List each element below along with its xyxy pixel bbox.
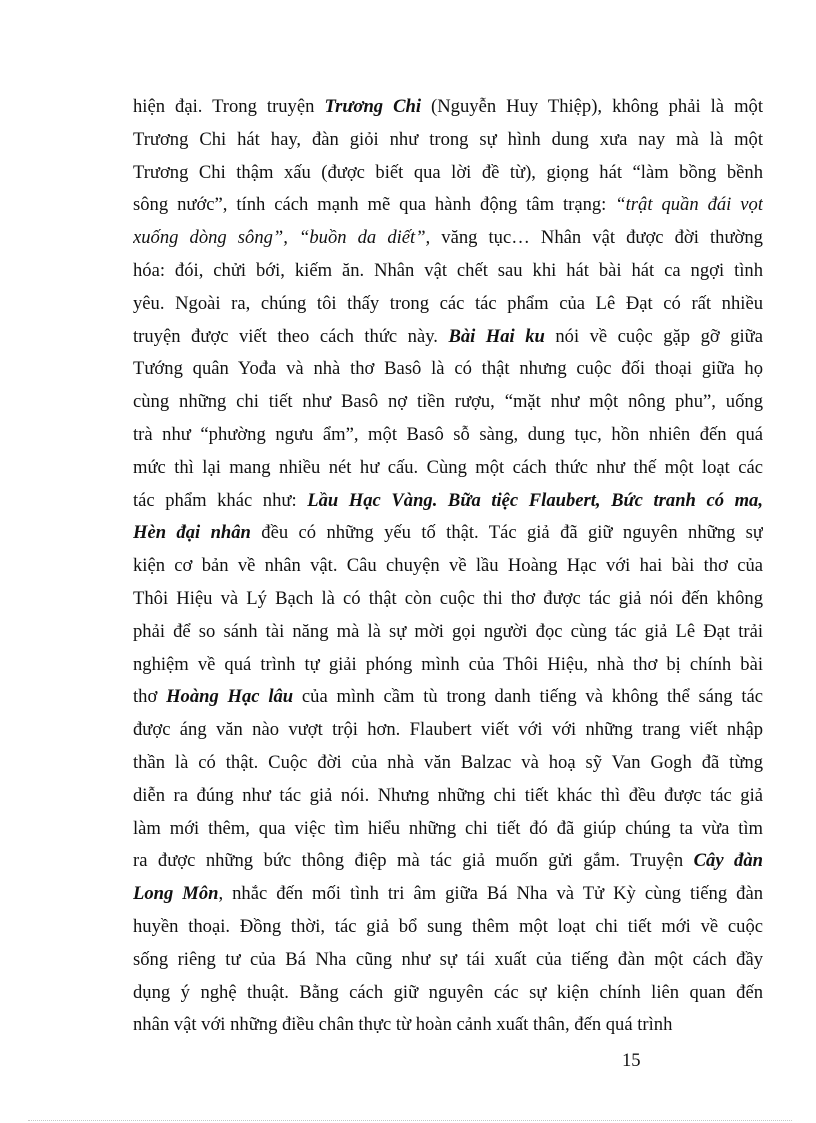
text-line — [133, 485, 763, 518]
text-run: dụng ý nghệ thuật. Bằng cách giữ nguyên các sự kiện chính liên quan đến — [133, 981, 763, 1003]
text-run: Trương Chi thậm xấu (được biết qua lời đề từ), giọng hát “làm bồng bềnh — [133, 161, 763, 183]
text-line — [133, 813, 763, 846]
text-line — [133, 649, 763, 682]
text-line — [133, 944, 763, 977]
text-run: tác phẩm khác như: — [133, 489, 308, 511]
text-line — [133, 747, 763, 780]
text-run: cùng những chi tiết như Basô nợ tiền rượu, “mặt như một nông phu”, uống — [133, 391, 763, 413]
text-run: đều có những yếu tố thật. Tác giả đã giữ nguyên những sự — [250, 522, 763, 544]
text-line — [133, 780, 763, 813]
text-line — [133, 878, 763, 911]
text-line — [133, 714, 763, 747]
text-line — [133, 1009, 763, 1042]
title-emphasis: Long Môn — [133, 883, 219, 905]
page-number: 15 — [622, 1050, 641, 1071]
quote-emphasis: “trật quần đái vọt — [615, 194, 763, 216]
text-run: Tướng quân Yođa và nhà thơ Basô là có thật nhưng cuộc đối thoại giữa họ — [133, 358, 763, 380]
text-line — [133, 255, 763, 288]
text-line — [133, 681, 763, 714]
page-bottom-rule — [28, 1120, 792, 1121]
text-run: thần là có thật. Cuộc đời của nhà văn Balzac và hoạ sỹ Van Gogh đã từng — [133, 751, 763, 773]
text-run: phải để so sánh tài năng mà là sự mời gọi người đọc cùng tác giả Lê Đạt trải — [133, 620, 763, 642]
text-run: văng tục… Nhân vật được đời thường — [430, 227, 763, 249]
title-emphasis: Hoàng Hạc lâu — [166, 686, 294, 708]
text-run: yêu. Ngoài ra, chúng tôi thấy trong các tác phẩm của Lê Đạt có rất nhiều — [133, 292, 763, 314]
text-line — [133, 977, 763, 1010]
text-run: kiện cơ bản về nhân vật. Câu chuyện về lầu Hoàng Hạc với hai bài thơ của — [133, 555, 763, 577]
text-line — [133, 353, 763, 386]
text-run: làm mới thêm, qua việc tìm hiểu những chi tiết đó đã giúp chúng ta vừa tìm — [133, 817, 763, 839]
text-line — [133, 288, 763, 321]
text-run: truyện được viết theo cách thức này. — [133, 325, 449, 347]
text-run: hóa: đói, chửi bới, kiếm ăn. Nhân vật chết sau khi hát bài hát ca ngợi tình — [133, 259, 763, 281]
text-run: (Nguyễn Huy Thiệp), không phải là một — [421, 96, 763, 117]
text-run: thơ — [133, 686, 167, 708]
text-line — [133, 452, 763, 485]
text-line — [133, 386, 763, 419]
text-line — [133, 845, 763, 878]
text-line — [133, 157, 763, 190]
text-line — [133, 222, 763, 255]
text-run: sông nước”, tính cách mạnh mẽ qua hành động tâm trạng: — [133, 194, 616, 216]
text-run: diễn ra đúng như tác giả nói. Nhưng những chi tiết khác thì đều được tác giả — [133, 784, 763, 806]
text-run: , nhắc đến mối tình tri âm giữa Bá Nha và Tử Kỳ cùng tiếng đàn — [218, 883, 763, 905]
text-line — [133, 124, 763, 157]
text-line — [133, 550, 763, 583]
text-run: của mình cầm tù trong danh tiếng và không thể sáng tác — [293, 686, 763, 708]
text-run: mức thì lại mang nhiều nét hư cấu. Cùng một cách thức như thế một loạt các — [133, 456, 763, 478]
text-run: sống riêng tư của Bá Nha cũng như sự tái xuất của tiếng đàn một cách đầy — [133, 948, 763, 970]
text-run: nghiệm về quá trình tự giải phóng mình của Thôi Hiệu, nhà thơ bị chính bài — [133, 653, 763, 675]
text-run: Trương Chi hát hay, đàn giỏi như trong sự hình dung xưa nay mà là một — [133, 128, 763, 150]
text-line — [133, 583, 763, 616]
text-line — [133, 517, 763, 550]
text-line — [133, 321, 763, 354]
text-line — [133, 616, 763, 649]
text-run: nói về cuộc gặp gỡ giữa — [544, 325, 763, 347]
title-emphasis: Trương Chi — [324, 96, 422, 117]
text-line — [133, 91, 763, 124]
title-emphasis: Bài Hai ku — [448, 325, 545, 347]
text-run: huyền thoại. Đồng thời, tác giả bổ sung thêm một loạt chi tiết mới về cuộc — [133, 915, 763, 937]
text-line — [133, 189, 763, 222]
title-emphasis: Lầu Hạc Vàng. Bữa tiệc Flaubert, Bức tranh có ma, — [307, 489, 763, 511]
text-line — [133, 419, 763, 452]
text-run: ra được những bức thông điệp mà tác giả muốn gửi gắm. Truyện — [133, 850, 694, 872]
text-run: được áng văn nào vượt trội hơn. Flaubert viết với với những trang viết nhập — [133, 719, 763, 741]
text-run: hiện đại. Trong truyện — [133, 96, 325, 117]
body-text — [133, 91, 763, 1042]
text-line — [133, 911, 763, 944]
quote-emphasis: xuống dòng sông”, “buồn da diết”, — [133, 227, 431, 249]
title-emphasis: Hèn đại nhân — [133, 522, 251, 544]
text-run: nhân vật với những điều chân thực từ hoàn cảnh xuất thân, đến quá trình — [133, 1014, 673, 1036]
text-run: Thôi Hiệu và Lý Bạch là có thật còn cuộc thi thơ được tác giả nói đến không — [133, 587, 763, 609]
text-run: trà như “phường ngưu ẩm”, một Basô sỗ sàng, dung tục, hồn nhiên đến quá — [133, 423, 763, 445]
title-emphasis: Cây đàn — [693, 850, 763, 872]
